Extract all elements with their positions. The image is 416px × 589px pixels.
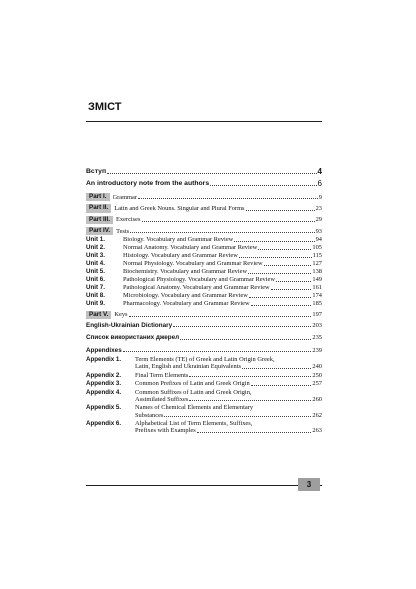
toc-title-line: Term Elements (TE) of Greek and Latin Origin Greek,	[135, 356, 275, 364]
toc-page: 6	[317, 179, 322, 188]
toc-unit-9[interactable]	[86, 301, 322, 307]
dot-leader	[251, 385, 312, 386]
unit-key: Unit 8.	[86, 292, 105, 300]
toc-part-3[interactable]	[86, 216, 322, 224]
dot-leader	[189, 400, 311, 401]
page-number-badge: 3	[298, 478, 320, 491]
dot-leader	[264, 265, 312, 266]
toc-page: 250	[312, 371, 322, 379]
toc-page: 105	[312, 244, 322, 252]
toc-label: Список використаних джерел	[86, 334, 180, 342]
toc-page: 197	[312, 311, 322, 319]
toc-title-line: Names of Chemical Elements and Elementary	[135, 404, 254, 412]
toc-title: Pathological Physiology. Vocabulary and Grammar Review	[123, 277, 275, 284]
dot-leader	[234, 241, 314, 242]
toc-page: 203	[312, 321, 322, 329]
unit-key: Unit 3.	[86, 252, 105, 260]
appendix-key: Appendix 1.	[86, 356, 122, 364]
toc-part-5[interactable]	[86, 311, 322, 319]
toc-page: 240	[312, 363, 322, 371]
bottom-rule	[86, 485, 322, 486]
unit-key: Unit 7.	[86, 284, 105, 292]
toc-title: Histology. Vocabulary and Grammar Review	[123, 253, 238, 260]
toc-label: Вступ	[86, 168, 107, 176]
toc-page: 185	[312, 300, 322, 308]
toc-page: 260	[312, 395, 322, 403]
toc-page: 262	[312, 411, 322, 419]
toc-title-line: Assimilated Suffixes	[135, 395, 189, 403]
toc-unit-7[interactable]	[86, 285, 322, 291]
toc-label: Appendixes	[86, 346, 122, 354]
toc-title-line: Common Prefixes of Latin and Greek Origin	[135, 380, 250, 388]
table-of-contents	[86, 168, 322, 435]
unit-key: Unit 2.	[86, 244, 105, 252]
unit-key: Unit 6.	[86, 276, 105, 284]
toc-page: 115	[312, 252, 322, 260]
toc-label: English-Ukrainian Dictionary	[86, 322, 173, 329]
toc-page: 149	[312, 276, 322, 284]
dot-leader	[129, 316, 312, 317]
toc-unit-1[interactable]	[86, 237, 322, 243]
unit-list	[86, 237, 322, 307]
toc-title: Tests	[116, 228, 130, 235]
toc-entry-note[interactable]	[86, 180, 322, 188]
toc-page: 127	[312, 260, 322, 268]
dot-leader	[189, 376, 311, 377]
toc-page: 138	[312, 268, 322, 276]
toc-entry-intro[interactable]	[86, 168, 322, 176]
dot-leader	[138, 198, 318, 199]
toc-page: 174	[312, 292, 322, 300]
appendix-key: Appendix 6.	[86, 419, 122, 427]
unit-key: Unit 1.	[86, 236, 105, 244]
toc-unit-6[interactable]	[86, 277, 322, 283]
dot-leader	[197, 432, 312, 433]
dot-leader	[251, 305, 312, 306]
part-badge: Part V.	[86, 311, 111, 319]
toc-part-2[interactable]	[86, 204, 322, 212]
toc-title-line: Alphabetical List of Term Elements, Suffixes,	[135, 419, 253, 427]
toc-page: 29	[315, 216, 322, 224]
toc-title-line: Common Suffixes of Latin and Greek Origin,	[135, 388, 252, 396]
toc-appendix-3[interactable]	[86, 380, 322, 387]
toc-appendixes[interactable]	[86, 348, 322, 354]
toc-title: Pharmacology. Vocabulary and Grammar Review	[123, 301, 250, 308]
toc-title: Biology. Vocabulary and Grammar Review	[123, 237, 234, 244]
unit-key: Unit 5.	[86, 268, 105, 276]
toc-page: 235	[312, 334, 322, 342]
dot-leader	[258, 249, 311, 250]
dot-leader	[173, 326, 311, 327]
toc-appendix-1[interactable]	[86, 356, 322, 371]
appendix-key: Appendix 3.	[86, 380, 122, 388]
toc-page: 9	[318, 193, 322, 201]
toc-appendix-2[interactable]	[86, 372, 322, 379]
toc-title: Biochemistry. Vocabulary and Grammar Review	[123, 269, 248, 276]
dot-leader	[130, 232, 314, 233]
toc-appendix-5[interactable]	[86, 404, 322, 419]
toc-title: Grammar	[112, 194, 137, 201]
dot-leader	[164, 416, 311, 417]
toc-unit-8[interactable]	[86, 293, 322, 299]
toc-title-line: Prefixes with Examples	[135, 427, 196, 435]
part-badge: Part III.	[86, 216, 113, 224]
toc-page: 257	[312, 380, 322, 388]
dot-leader	[242, 368, 311, 369]
toc-title: Normal Physiology. Vocabulary and Grammar Review	[123, 261, 263, 268]
part-badge: Part IV.	[86, 227, 113, 235]
unit-key: Unit 9.	[86, 300, 105, 308]
toc-unit-4[interactable]	[86, 261, 322, 267]
toc-sources[interactable]	[86, 335, 322, 341]
toc-unit-2[interactable]	[86, 245, 322, 251]
toc-unit-3[interactable]	[86, 253, 322, 259]
part-badge: Part II.	[86, 204, 111, 212]
toc-page: 239	[312, 346, 322, 354]
dot-leader	[180, 339, 311, 340]
dot-leader	[210, 185, 316, 186]
toc-page: 93	[315, 227, 322, 235]
page-heading: ЗМІСТ	[88, 101, 122, 113]
dot-leader	[107, 173, 316, 174]
dot-leader	[246, 210, 315, 211]
appendix-key: Appendix 2.	[86, 371, 122, 379]
toc-title-line: Substances	[135, 411, 164, 419]
toc-title: Normal Anatomy. Vocabulary and Grammar Review	[123, 245, 258, 252]
dot-leader	[239, 257, 312, 258]
toc-label: An introductory note from the authors	[86, 180, 210, 188]
toc-title: Keys	[114, 312, 128, 319]
toc-dictionary[interactable]	[86, 323, 322, 329]
toc-title: Microbiology. Vocabulary and Grammar Review	[123, 293, 248, 300]
appendix-list	[86, 356, 322, 435]
toc-page: 23	[315, 205, 322, 213]
unit-key: Unit 4.	[86, 260, 105, 268]
toc-title-line: Final Term Elements	[135, 371, 189, 379]
toc-part-1[interactable]	[86, 193, 322, 201]
toc-part-4[interactable]	[86, 227, 322, 235]
toc-title: Exercises	[116, 217, 141, 224]
toc-page: 263	[312, 427, 322, 435]
toc-appendix-6[interactable]	[86, 420, 322, 435]
toc-title: Latin and Greek Nouns. Singular and Plural Forms	[114, 206, 245, 213]
part-badge: Part I.	[86, 193, 110, 201]
dot-leader	[249, 297, 312, 298]
appendix-key: Appendix 4.	[86, 388, 122, 396]
dot-leader	[123, 351, 312, 352]
toc-unit-5[interactable]	[86, 269, 322, 275]
toc-page: 94	[315, 236, 322, 244]
dot-leader	[142, 221, 315, 222]
dot-leader	[271, 289, 312, 290]
toc-page: 4	[317, 167, 322, 176]
toc-page: 161	[312, 284, 322, 292]
dot-leader	[248, 273, 311, 274]
toc-title-line: Latin, English and Ukrainian Equivalents	[135, 363, 241, 371]
dot-leader	[276, 281, 311, 282]
appendix-key: Appendix 5.	[86, 404, 122, 412]
toc-title: Pathological Anatomy. Vocabulary and Grammar Review	[123, 285, 270, 292]
top-rule	[86, 121, 322, 122]
toc-appendix-4[interactable]	[86, 389, 322, 404]
